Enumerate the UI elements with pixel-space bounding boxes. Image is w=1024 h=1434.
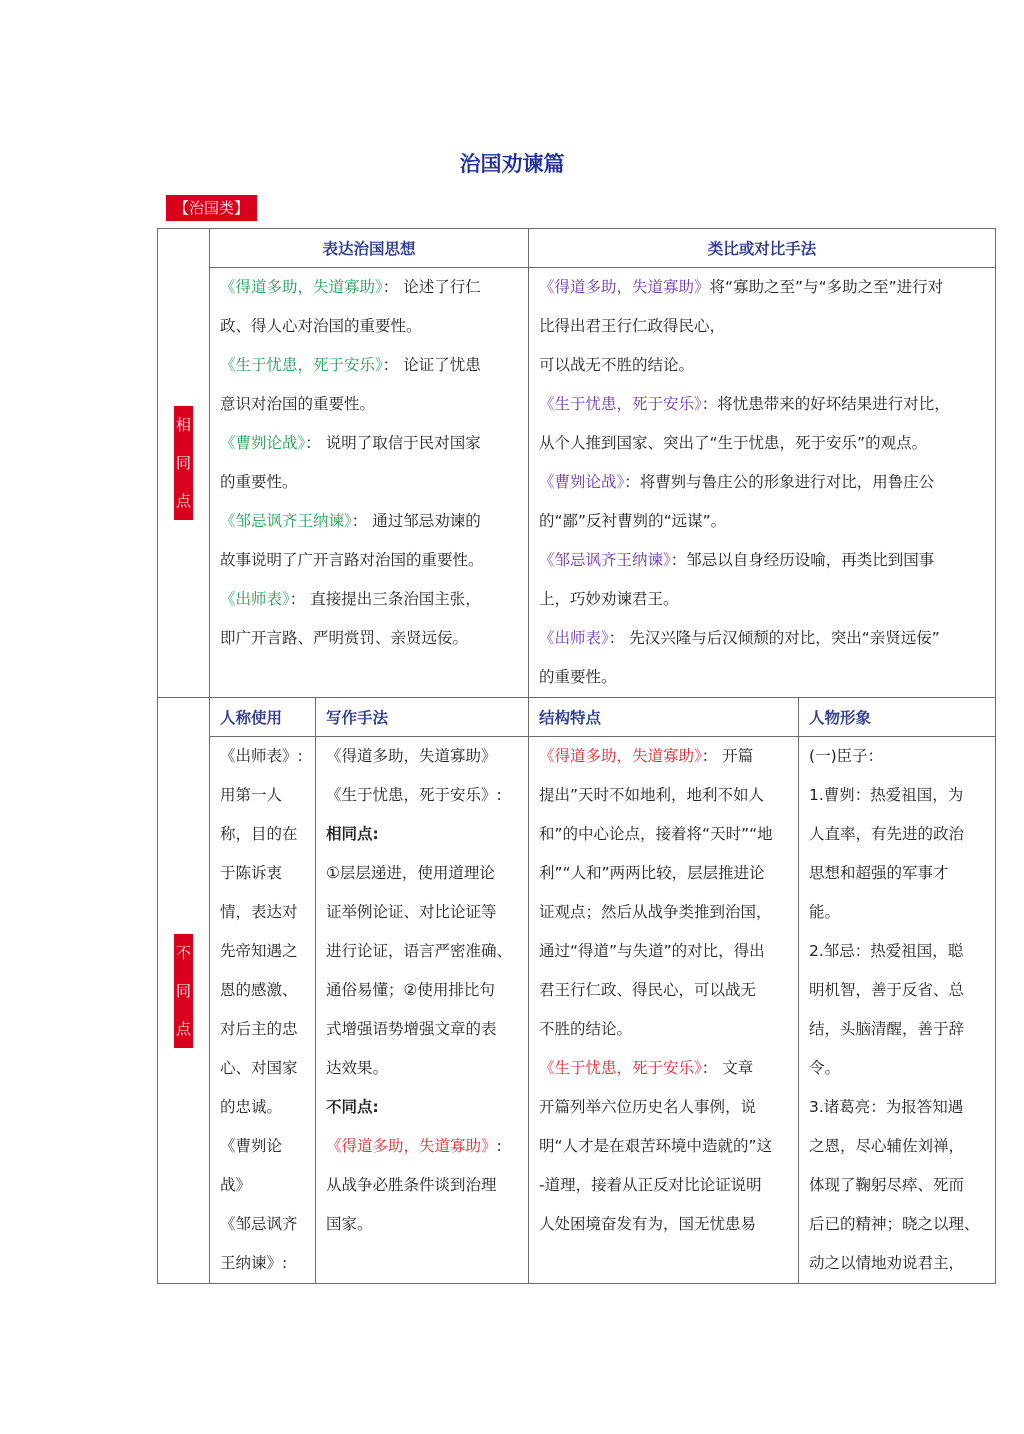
header-character-image: 人物形象 <box>799 698 996 737</box>
text-line <box>539 1088 790 1127</box>
text-line: 3.诸葛亮：为报答知遇 <box>809 1098 964 1116</box>
structure-cell <box>529 737 799 1284</box>
separator: ： <box>289 590 311 608</box>
line-text: 达效果。 <box>326 1059 389 1077</box>
text-line <box>326 737 520 776</box>
line-text: 政、得人心对治国的重要性。 <box>220 317 422 335</box>
essay-title: 《得道多助，失道寡助》 <box>220 278 383 296</box>
writing-technique-cell <box>316 737 529 1284</box>
text-line: 对后主的忠 <box>220 1020 298 1038</box>
text-line: 心、对国家 <box>220 1059 298 1077</box>
line-text: 的重要性。 <box>539 668 617 686</box>
line-text: 提出”天时不如地利，地利不如人 <box>539 786 765 804</box>
text-line <box>539 1127 790 1166</box>
line-text: 论述了行仁 <box>403 278 481 296</box>
line-text: 《生于忧患，死于安乐》: <box>326 786 502 804</box>
line-text: 通过“得道”与失道”的对比，得出 <box>539 942 765 960</box>
line-text: 相同点: <box>326 825 379 843</box>
text-line <box>326 971 520 1010</box>
text-line: 恩的感激、 <box>220 981 298 999</box>
text-line <box>539 580 987 619</box>
same-points-label: 相 同 点 <box>174 406 193 520</box>
line-text: 证观点；然后从战争类推到治国， <box>539 903 772 921</box>
text-line <box>539 815 790 854</box>
header-structure: 结构特点 <box>529 698 799 737</box>
line-text: ①层层递进，使用道理论 <box>326 864 495 882</box>
text-line: 明机智，善于反省、总 <box>809 981 965 999</box>
text-line: 2.邹忌：热爱祖国，聪 <box>809 942 964 960</box>
text-line <box>326 1166 520 1205</box>
text-line <box>326 1205 520 1244</box>
text-line <box>539 1166 790 1205</box>
text-line: 人直率，有先进的政治 <box>809 825 965 843</box>
person-use-content <box>210 737 315 1283</box>
diff-points-label-cell <box>158 698 210 1284</box>
line-text: 开篇列举六位历史名人事例，说 <box>539 1098 757 1116</box>
line-text: 《得道多助，失道寡助》 <box>326 747 497 765</box>
separator: ： <box>305 434 326 452</box>
line-text: 即广开言路、严明赏罚、亲贤远佞。 <box>220 629 469 647</box>
text-line: 《出师表》: <box>220 747 303 765</box>
text-line <box>539 776 790 815</box>
line-text: 式增强语势增强文章的表 <box>326 1020 497 1038</box>
line-text: 通俗易懂；②使用排比句 <box>326 981 495 999</box>
text-line: 《邹忌讽齐 <box>220 1215 298 1233</box>
essay-title: 《出师表》 <box>539 629 609 647</box>
text-line: 《曹刿论 <box>220 1137 283 1155</box>
header-governance-thought: 表达治国思想 <box>210 229 529 268</box>
line-text: 人处困境奋发有为，国无忧患易 <box>539 1215 757 1233</box>
line-text: 利”“人和”两两比较，层层推进论 <box>539 864 765 882</box>
line-text: 从个人推到国家、突出了“生于忧患，死于安乐”的观点。 <box>539 434 928 452</box>
text-line <box>539 1205 790 1244</box>
text-line <box>220 619 520 658</box>
essay-title: 《得道多助，失道寡助》 <box>539 278 710 296</box>
category-label: 【治国类】 <box>166 195 257 221</box>
text-line <box>539 502 987 541</box>
essay-title: 《生于忧患，死于安乐》 <box>539 1059 702 1077</box>
header-analogy-contrast: 类比或对比手法 <box>529 229 996 268</box>
text-line <box>220 307 520 346</box>
text-line <box>539 1049 790 1088</box>
text-line <box>220 463 520 502</box>
text-line <box>539 463 987 502</box>
text-line <box>539 737 790 776</box>
header-person-use: 人称使用 <box>210 698 316 737</box>
text-line <box>220 385 520 424</box>
essay-title: 《邹忌讽齐王纳谏》 <box>539 551 671 569</box>
page-title: 治国劝谏篇 <box>459 152 565 176</box>
essay-title: 《出师表》 <box>220 590 290 608</box>
same-points-label-cell <box>158 229 210 698</box>
text-line <box>326 1049 520 1088</box>
character-image-content <box>799 737 995 1283</box>
character-image-cell <box>799 737 996 1284</box>
line-text: 说明了取信于民对国家 <box>325 434 481 452</box>
text-line: 思想和超强的军事才 <box>809 864 949 882</box>
governance-thought-content <box>210 268 528 658</box>
text-line: 之恩，尽心辅佐刘禅， <box>809 1137 965 1155</box>
text-line <box>539 346 987 385</box>
text-line: 后已的精神；晓之以理、 <box>809 1215 980 1233</box>
text-line: 情，表达对 <box>220 903 298 921</box>
line-text: 的重要性。 <box>220 473 298 491</box>
text-line <box>326 854 520 893</box>
text-line: 先帝知遇之 <box>220 942 298 960</box>
header-writing-technique: 写作手法 <box>316 698 529 737</box>
text-line <box>326 1127 520 1166</box>
structure-content <box>529 737 798 1244</box>
line-text: 证举例论证、对比论证等 <box>326 903 497 921</box>
line-text: ：将曹刿与鲁庄公的形象进行对比，用鲁庄公 <box>624 473 935 491</box>
line-text: 将“寡助之至”与“多助之至”进行对 <box>709 278 944 296</box>
line-text: -道理，接着从正反对比论证说明 <box>539 1176 762 1194</box>
text-line <box>539 854 790 893</box>
line-text: 直接提出三条治国主张， <box>310 590 481 608</box>
line-text: 君王行仁政、得民心，可以战无 <box>539 981 757 999</box>
text-line: 王纳谏》: <box>220 1254 288 1272</box>
line-text: 比得出君王行仁政得民心， <box>539 317 726 335</box>
separator: ： <box>351 512 373 530</box>
line-text: ：将忧患带来的好坏结果进行对比， <box>701 395 950 413</box>
line-text: 通过邹忌劝谏的 <box>372 512 481 530</box>
essay-title: 《生于忧患，死于安乐》 <box>220 356 383 374</box>
line-text: 进行论证，语言严密准确、 <box>326 942 513 960</box>
text-line <box>539 424 987 463</box>
text-line: 称，目的在 <box>220 825 298 843</box>
text-line <box>220 346 520 385</box>
line-text: 可以战无不胜的结论。 <box>539 356 695 374</box>
line-text: ： 文章 <box>701 1059 754 1077</box>
diff-points-label: 不 同 点 <box>174 934 193 1048</box>
text-line <box>539 385 987 424</box>
essay-title: 《曹刿论战》 <box>220 434 306 452</box>
text-line: 体现了鞠躬尽瘁、死而 <box>809 1176 965 1194</box>
text-line <box>220 424 520 463</box>
line-text: 和”的中心论点，接着将“天时”“地 <box>539 825 773 843</box>
text-line <box>220 580 520 619</box>
text-line <box>326 1088 520 1127</box>
line-text: 明“人才是在艰苦环境中造就的”这 <box>539 1137 773 1155</box>
essay-title: 《得道多助，失道寡助》 <box>326 1137 497 1155</box>
text-line: (一)臣子： <box>809 747 884 765</box>
governance-thought-cell <box>210 268 529 698</box>
text-line <box>326 893 520 932</box>
essay-title: 《生于忧患，死于安乐》 <box>539 395 702 413</box>
text-line <box>326 776 520 815</box>
text-line <box>539 658 987 697</box>
line-text: 不胜的结论。 <box>539 1020 633 1038</box>
line-text: : <box>496 1137 502 1155</box>
line-text: 国家。 <box>326 1215 373 1233</box>
text-line <box>326 815 520 854</box>
person-use-cell <box>210 737 316 1284</box>
text-line <box>220 541 520 580</box>
text-line: 能。 <box>809 903 841 921</box>
line-text: 上，巧妙劝谏君王。 <box>539 590 679 608</box>
analogy-contrast-cell <box>529 268 996 698</box>
essay-title: 《邹忌讽齐王纳谏》 <box>220 512 352 530</box>
text-line: 的忠诚。 <box>220 1098 283 1116</box>
text-line: 于陈诉衷 <box>220 864 283 882</box>
analogy-contrast-content <box>529 268 995 697</box>
text-line: 动之以情地劝说君主， <box>809 1254 965 1272</box>
line-text: ： 先汉兴隆与后汉倾颓的对比，突出“亲贤远佞” <box>608 629 940 647</box>
line-text: 的“鄙”反衬曹刿的“远谋”。 <box>539 512 727 530</box>
text-line <box>539 619 987 658</box>
text-line <box>539 268 987 307</box>
text-line <box>220 502 520 541</box>
text-line <box>539 307 987 346</box>
line-text: ： 开篇 <box>701 747 754 765</box>
text-line: 结，头脑清醒，善于辞 <box>809 1020 965 1038</box>
line-text: 从战争必胜条件谈到治理 <box>326 1176 497 1194</box>
line-text: 故事说明了广开言路对治国的重要性。 <box>220 551 484 569</box>
text-line <box>326 1010 520 1049</box>
line-text: 意识对治国的重要性。 <box>220 395 376 413</box>
text-line <box>539 1010 790 1049</box>
text-line <box>539 541 987 580</box>
text-line <box>220 268 520 307</box>
essay-title: 《得道多助，失道寡助》 <box>539 747 702 765</box>
text-line <box>539 893 790 932</box>
writing-technique-content <box>316 737 528 1244</box>
comparison-table <box>157 228 996 1284</box>
essay-title: 《曹刿论战》 <box>539 473 625 491</box>
text-line: 用第一人 <box>220 786 283 804</box>
line-text: ：邹忌以自身经历设喻，再类比到国事 <box>670 551 935 569</box>
line-text: 论证了忧患 <box>403 356 481 374</box>
text-line: 战》 <box>220 1176 252 1194</box>
separator: ： <box>382 278 404 296</box>
text-line: 1.曹刿：热爱祖国，为 <box>809 786 964 804</box>
line-text: 不同点: <box>326 1098 379 1116</box>
text-line <box>326 932 520 971</box>
separator: ： <box>382 356 404 374</box>
text-line <box>539 932 790 971</box>
text-line: 令。 <box>809 1059 841 1077</box>
text-line <box>539 971 790 1010</box>
